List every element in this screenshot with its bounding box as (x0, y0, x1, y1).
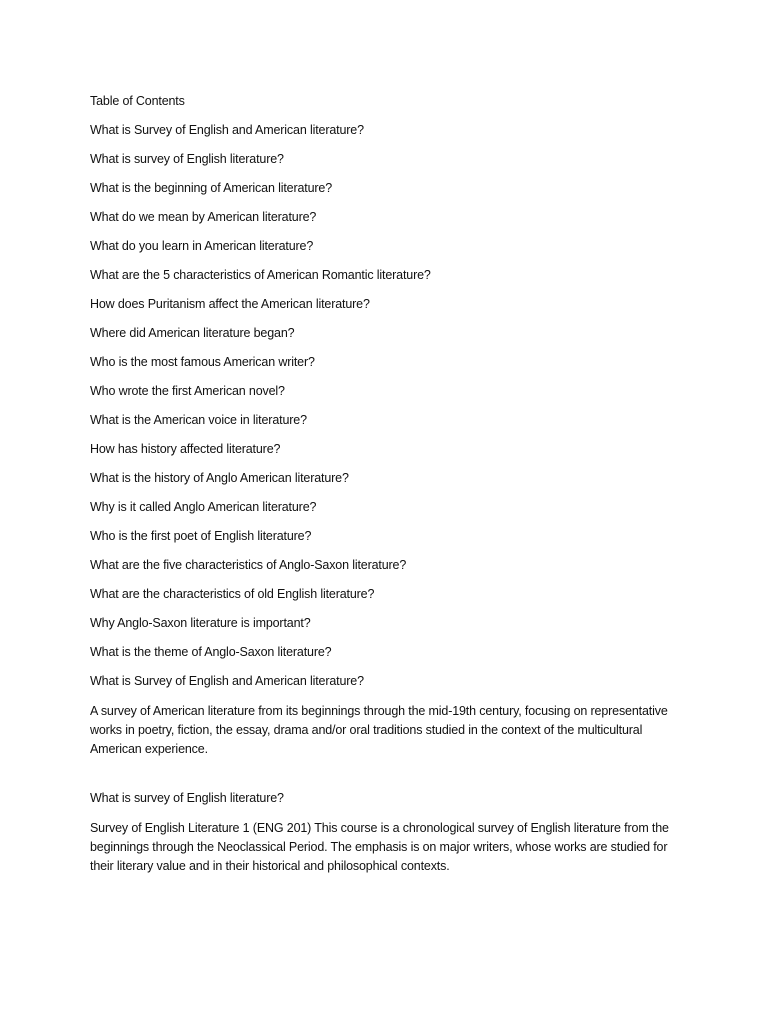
toc-item[interactable]: Who is the most famous American writer? (90, 355, 315, 369)
toc-title: Table of Contents (90, 94, 185, 108)
toc-item[interactable]: What is the theme of Anglo-Saxon literature? (90, 645, 332, 659)
toc-item[interactable]: What is the beginning of American literature? (90, 181, 332, 195)
toc-item[interactable]: How does Puritanism affect the American literature? (90, 297, 370, 311)
toc-item[interactable]: Why is it called Anglo American literature? (90, 500, 317, 514)
section-heading: What is survey of English literature? (90, 791, 284, 805)
toc-item[interactable]: Why Anglo-Saxon literature is important? (90, 616, 311, 630)
toc-item[interactable]: What is Survey of English and American literature? (90, 123, 364, 137)
toc-item[interactable]: What are the characteristics of old English literature? (90, 587, 375, 601)
toc-item[interactable]: What are the 5 characteristics of American Romantic literature? (90, 268, 431, 282)
toc-item[interactable]: How has history affected literature? (90, 442, 281, 456)
section-heading: What is Survey of English and American literature? (90, 674, 364, 688)
section-survey-english-american (90, 673, 690, 759)
toc-item[interactable]: What is the history of Anglo American literature? (90, 471, 349, 485)
section-paragraph: A survey of American literature from its beginnings through the mid-19th century, focusing on representative works in poetry, fiction, the essay, drama and/or oral traditions studied in the context of the multicultural American experience. (90, 704, 668, 756)
toc-item[interactable]: Who is the first poet of English literature? (90, 529, 312, 543)
toc-item[interactable]: Who wrote the first American novel? (90, 384, 285, 398)
toc-item[interactable]: What is survey of English literature? (90, 152, 284, 166)
toc-item[interactable]: Where did American literature began? (90, 326, 295, 340)
section-paragraph: Survey of English Literature 1 (ENG 201) This course is a chronological survey of English literature from the beginnings through the Neoclassical Period. The emphasis is on major writers, whose works are studied for their literary value and in their historical and philosophical contexts. (90, 821, 669, 873)
toc-item[interactable]: What are the five characteristics of Anglo-Saxon literature? (90, 558, 407, 572)
toc-item[interactable]: What is the American voice in literature? (90, 413, 307, 427)
section-survey-english (90, 790, 690, 876)
toc-item[interactable]: What do you learn in American literature? (90, 239, 314, 253)
toc-item[interactable]: What do we mean by American literature? (90, 210, 317, 224)
toc-list (90, 122, 690, 673)
document-content (90, 93, 690, 876)
